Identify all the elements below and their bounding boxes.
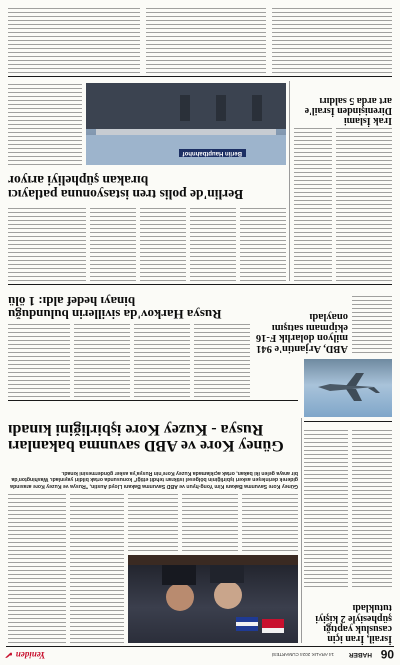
russia-body-text-4 bbox=[8, 323, 70, 397]
berlin-body-text-4 bbox=[90, 205, 136, 281]
newspaper-logo: Yeniden ✔ bbox=[6, 650, 46, 660]
bottom-body-text bbox=[272, 7, 392, 73]
masthead bbox=[6, 647, 394, 661]
column-divider bbox=[301, 418, 302, 643]
main-subhead: Güney Kore Savunma Bakanı Kim Yong-hyun ve ABD Savunma Bakanı Lloyd Austin, "Rusya ve Kuzey Kore arasında giderek derinleşen askeri işbirliğinin bölgesel istikrarı tehdit ettiği" konusunda ortak bildiri yayınladı. Washington'da bir araya gelen iki bakan, ortak açıklamada Kuzey Kore'nin Rusya'ya asker göndermesini kınadı. bbox=[10, 470, 298, 489]
section-label: HABER bbox=[348, 651, 372, 658]
usa-headline: ABD, Arjantin'e 941 milyon dolarlık F-16 ekipmanı satışını onayladı bbox=[255, 310, 348, 354]
iraq-headline: Irak İslami Direnişinden İsrail'e art arda 5 saldırı bbox=[304, 94, 392, 126]
russia-body-text-3 bbox=[74, 323, 130, 397]
israel-body-text bbox=[352, 427, 392, 587]
israel-body-text-2 bbox=[304, 427, 348, 587]
russia-body-text bbox=[194, 323, 250, 397]
bottom-body-text-2 bbox=[146, 7, 266, 73]
f16-photo bbox=[304, 359, 392, 417]
berlin-station-photo bbox=[86, 83, 286, 165]
defense-ministers-photo bbox=[128, 555, 298, 643]
page-number: 06 bbox=[380, 647, 394, 661]
iraq-body-text-2 bbox=[294, 127, 332, 281]
main-body-text bbox=[70, 493, 124, 643]
berlin-body-text bbox=[240, 205, 286, 281]
main-body-text-5 bbox=[128, 491, 178, 551]
bottom-body-text-3 bbox=[8, 7, 140, 73]
berlin-body-text-2 bbox=[190, 205, 236, 281]
station-sign-text: Berlin Hauptbahnhof bbox=[182, 150, 242, 156]
main-body-text-3 bbox=[242, 491, 298, 551]
russia-headline: Rusya Harkov'da sivillerin bulunduğu binayı hedef aldı: 1 ölü bbox=[8, 293, 222, 322]
column-divider bbox=[289, 81, 290, 281]
masthead-rule bbox=[6, 646, 394, 647]
divider bbox=[304, 421, 392, 422]
berlin-headline: Berlin'de polis tren istasyonuna patlayıcı bırakan şüpheliyi arıyor bbox=[8, 173, 244, 202]
russia-body-text-2 bbox=[134, 323, 190, 397]
main-body-text-2 bbox=[8, 493, 66, 643]
berlin-body-text-6 bbox=[8, 83, 82, 165]
divider bbox=[8, 284, 392, 285]
iraq-body-text bbox=[336, 127, 392, 281]
divider bbox=[8, 76, 392, 77]
berlin-body-text-3 bbox=[140, 205, 186, 281]
main-body-text-4 bbox=[182, 491, 238, 551]
berlin-body-text-5 bbox=[8, 205, 86, 281]
station-sign bbox=[179, 149, 246, 157]
usa-body-text bbox=[352, 293, 392, 353]
israel-headline: İsrail, İran için casusluk yaptığı şüphesiyle 2 kişiyi tutukladı bbox=[315, 602, 392, 644]
issue-date: 14 ARALIK 2024 CUMARTESİ bbox=[271, 652, 334, 657]
divider bbox=[8, 400, 298, 401]
main-headline: Güney Kore ve ABD savunma bakanları Rusya - Kuzey Kore işbirliğini kınadı bbox=[8, 420, 284, 454]
